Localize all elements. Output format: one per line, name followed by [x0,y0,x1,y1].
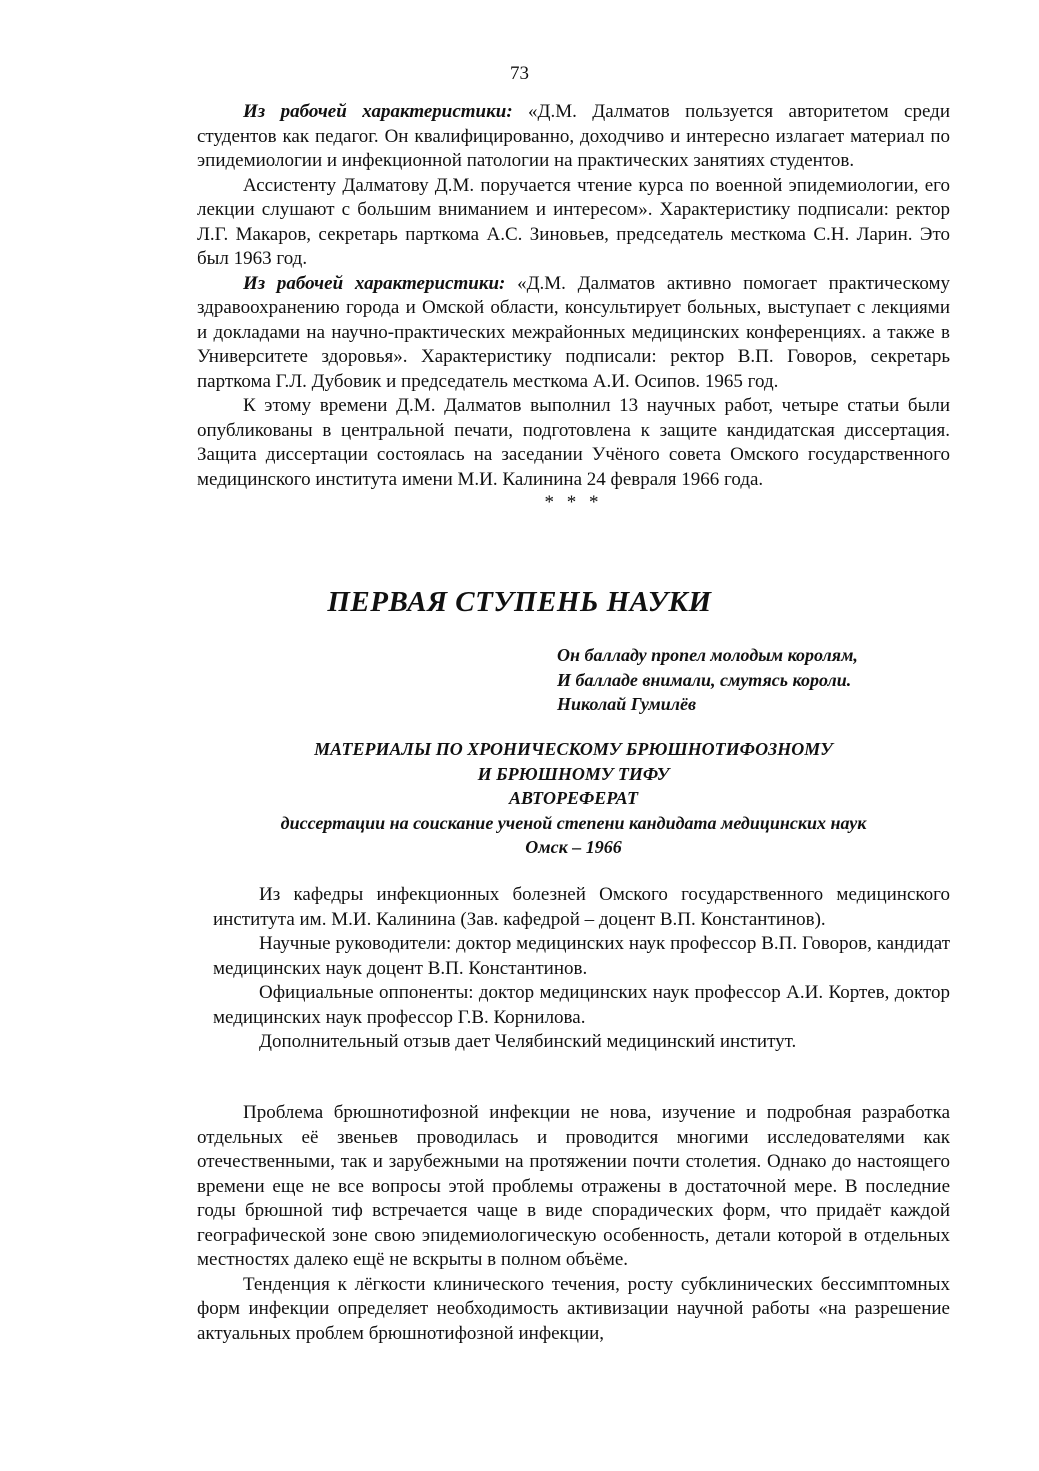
paragraph: Проблема брюшнотифозной инфекции не нова, изучение и подробная разработка отдельных её звеньев проводилась и проводится многими исследователями как отечественными, так и зарубежными на протяжении почти столетия. Однако до настоящего времени еще не все вопросы этой проблемы отражены в достаточной мере. В последние годы брюшной тиф встречается чаще в виде спорадических форм, что придаёт каждой географической зоне свою эпидемиологическую особенность, детали которой в отдельных местностях далеко ещё не вскрыты в полном объёме. [197,1102,950,1270]
page-number: 73 [510,63,529,84]
section-introduction [197,1101,950,1346]
thesis-type: АВТОРЕФЕРАТ [508,788,638,808]
paragraph [197,272,950,395]
chapter-title: ПЕРВАЯ СТУПЕНЬ НАУКИ [327,586,712,618]
paragraph: Официальные оппоненты: доктор медицинских наук профессор А.И. Кортев, доктор медицинских наук профессор Г.В. Корнилова. [213,982,950,1028]
epigraph [557,643,977,717]
section-separator: * * * [544,492,603,513]
epigraph-author: Николай Гумилёв [557,694,696,714]
department-info [213,883,950,1055]
paragraph: К этому времени Д.М. Далматов выполнил 13 научных работ, четыре статьи были опубликованы в центральной печати, подготовлена к защите кандидатская диссертация. Защита диссертации состоялась на заседании Учёного совета Омского государственного медицинского института имени М.И. Калинина 24 февраля 1966 года. [197,395,950,490]
paragraph-text: «Д.М. Далматов активно помогает практическому здравоохранению города и Омской области, консультирует больных, выступает с лекциями и докладами на научно-практических межрайонных медицинских конференциях. а также в Университете здоровья». Характеристику подписали: ректор В.П. Говоров, секретарь парткома Г.Л. Дубовик и председатель месткома А.И. Осипов. 1965 год. [197,272,950,392]
paragraph: Из кафедры инфекционных болезней Омского государственного медицинского института им. М.И. Калинина (Зав. кафедрой – доцент В.П. Константинов). [213,884,950,930]
thesis-title-line: МАТЕРИАЛЫ ПО ХРОНИЧЕСКОМУ БРЮШНОТИФОЗНОМУ [314,739,833,759]
paragraph-text: «Д.М. Далматов пользуется авторитетом среди студентов как педагог. Он квалифицированно, доходчиво и интересно излагает материал по эпидемиологии и инфекционной патологии на практических занятиях студентов. [197,101,950,171]
paragraph: Тенденция к лёгкости клинического течения, росту субклинических бессимптомных форм инфекции определяет необходимость активизации научной работы «на разрешение актуальных проблем брюшнотифозной инфекции, [197,1273,950,1344]
paragraph: Дополнительный отзыв дает Челябинский медицинский институт. [259,1031,797,1052]
thesis-place-year: Омск – 1966 [525,837,622,857]
epigraph-line: И балладе внимали, смутясь короли. [557,669,852,690]
thesis-title-line: И БРЮШНОМУ ТИФУ [477,763,670,784]
epigraph-line: Он балладу пропел молодым королям, [557,645,858,665]
paragraph: Ассистенту Далматову Д.М. поручается чтение курса по военной эпидемиологии, его лекции слушают с большим вниманием и интересом». Характеристику подписали: ректор Л.Г. Макаров, секретарь парткома А.С. Зиновьев, председатель месткома С.Н. Ларин. Это был 1963 год. [197,174,950,269]
thesis-subtitle: диссертации на соискание ученой степени кандидата медицинских наук [280,812,867,833]
section-characteristics [197,100,950,514]
paragraph [197,100,950,174]
paragraph-lead: Из рабочей характеристики: [243,272,506,294]
thesis-heading [197,737,950,860]
paragraph: Научные руководители: доктор медицинских наук профессор В.П. Говоров, кандидат медицинских наук доцент В.П. Константинов. [213,933,950,979]
paragraph-lead: Из рабочей характеристики: [243,101,513,122]
